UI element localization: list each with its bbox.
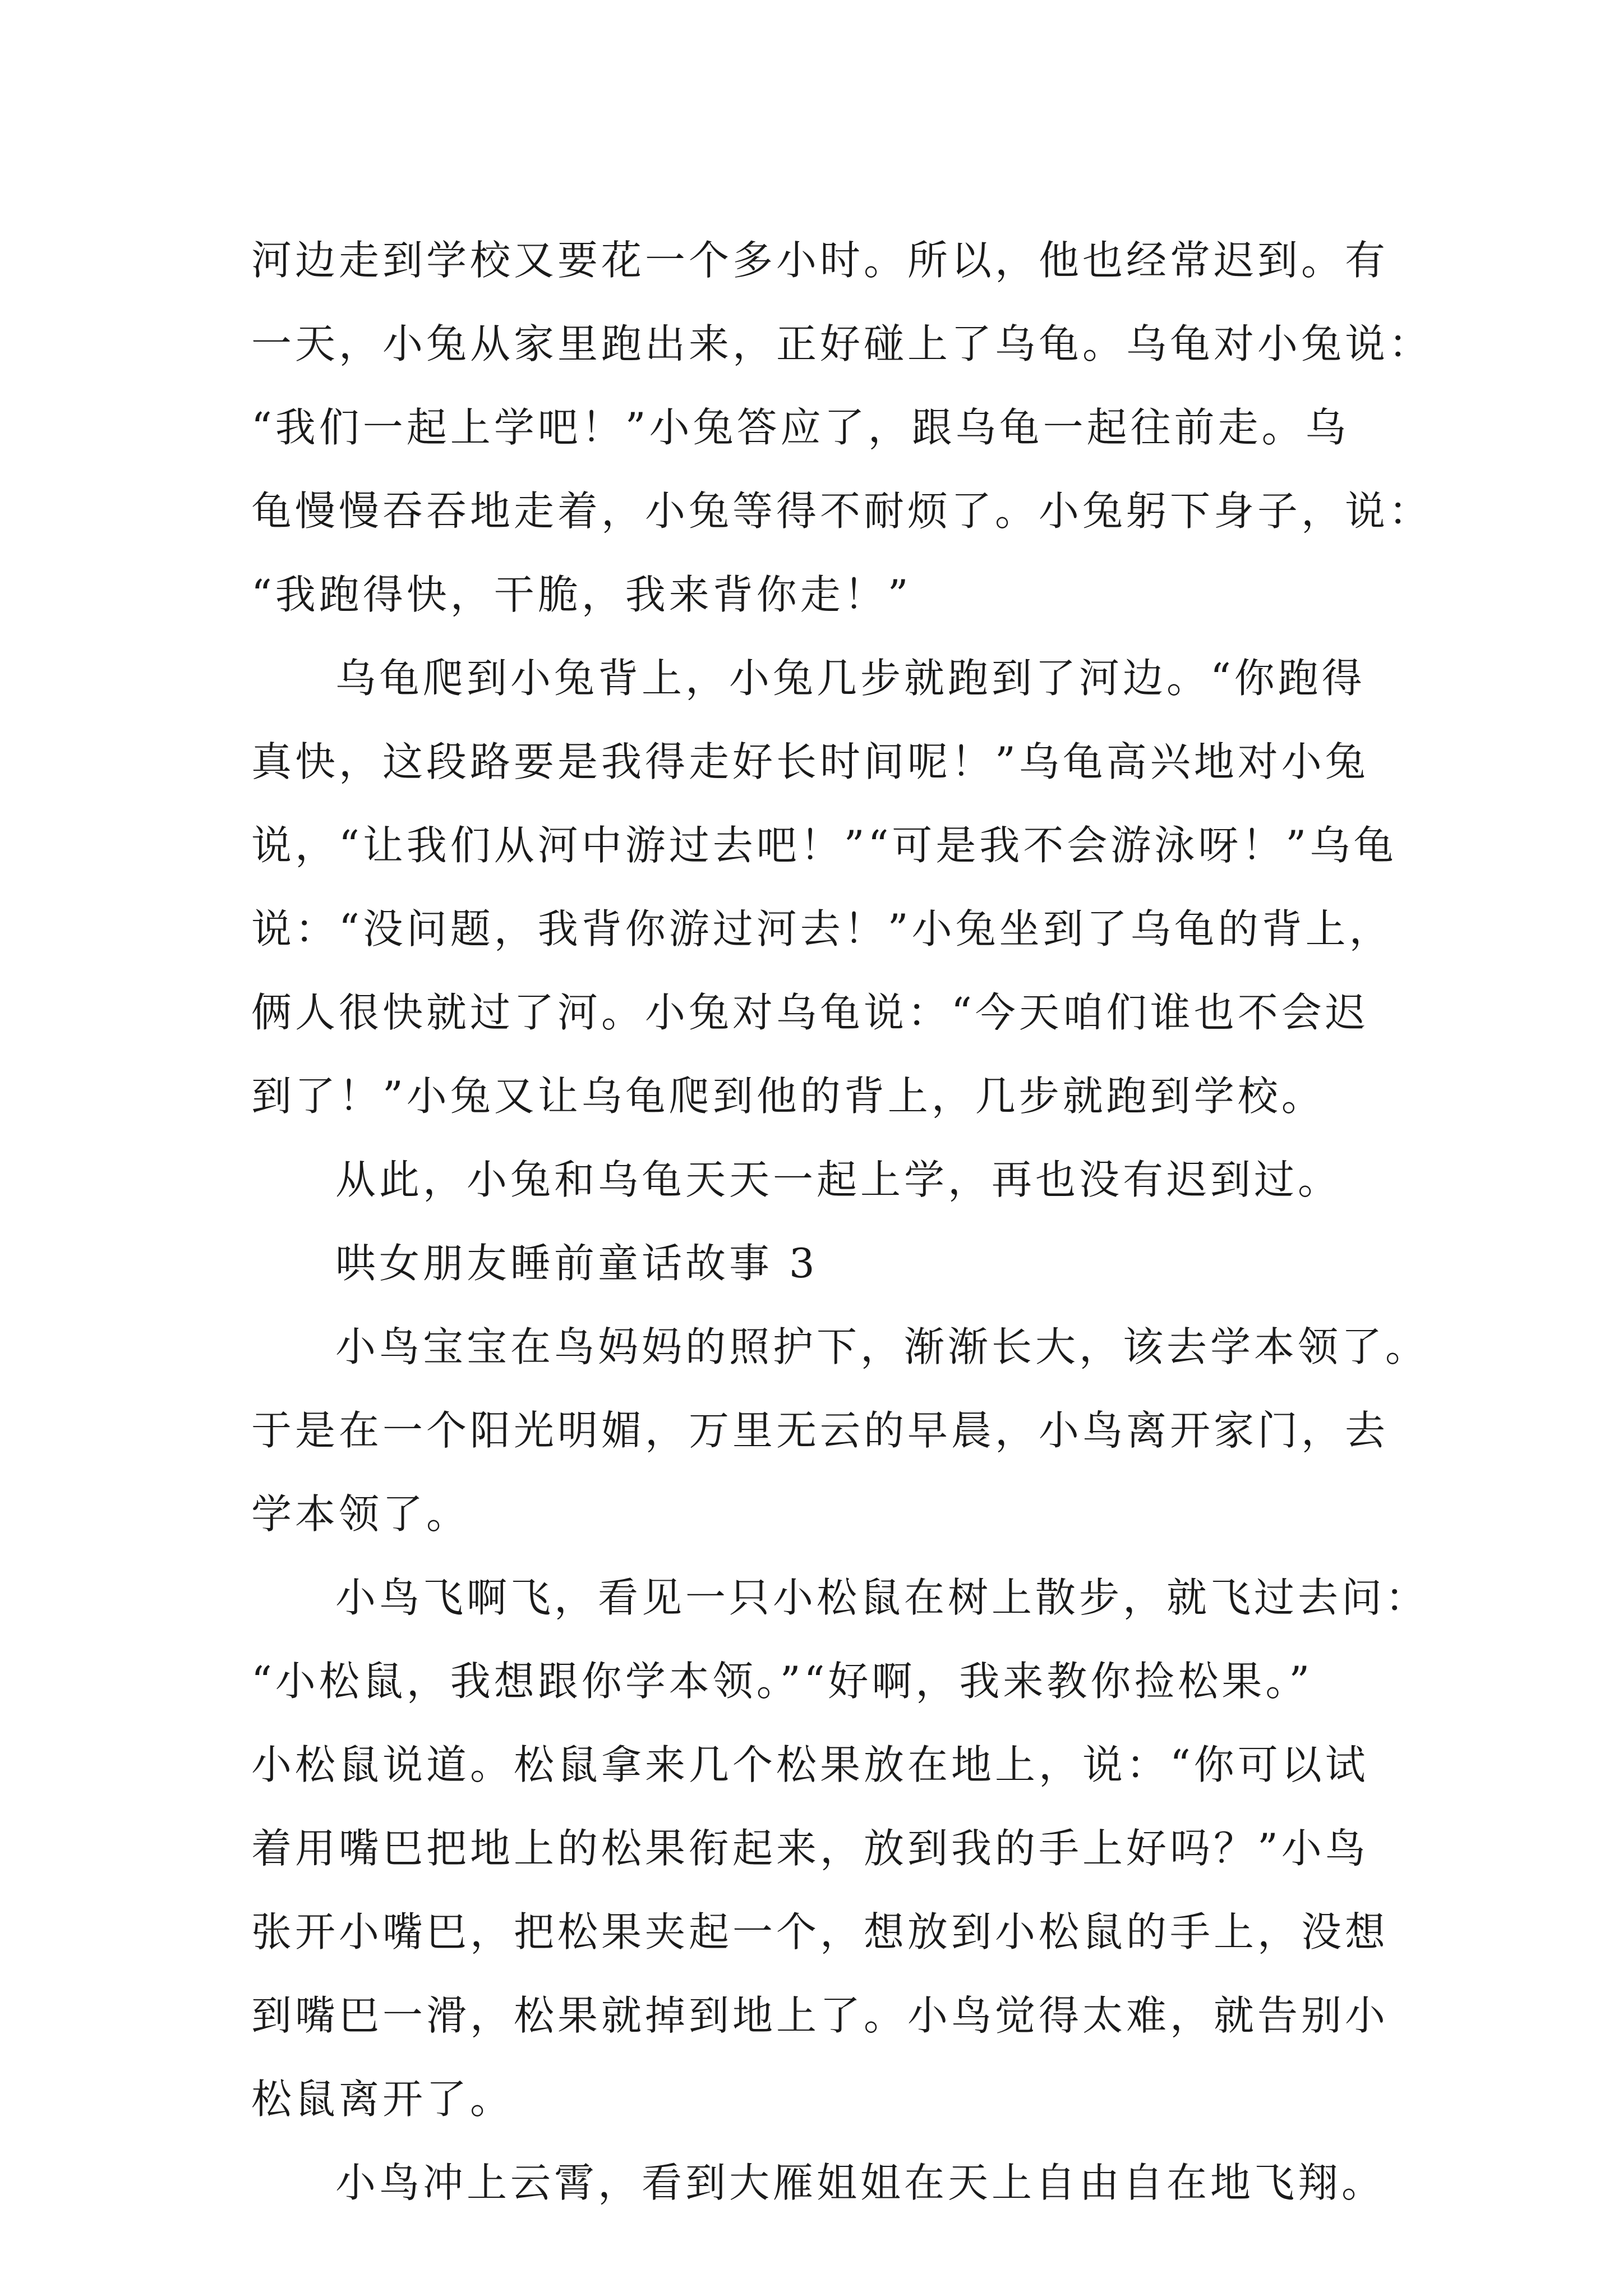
text-line: 张开小嘴巴，把松果夹起一个，想放到小松鼠的手上，没想 <box>251 1908 1389 1955</box>
text-line: 说，“让我们从河中游过去吧！”“可是我不会游泳呀！”乌龟 <box>251 822 1398 869</box>
paragraph-start-line: 小鸟冲上云霄，看到大雁姐姐在天上自由自在地飞翔。 <box>335 2159 1386 2206</box>
text-line: 学本领了。 <box>251 1490 471 1538</box>
text-line: 俩人很快就过了河。小兔对乌龟说：“今天咱们谁也不会迟 <box>251 989 1369 1036</box>
text-line: 龟慢慢吞吞地走着，小兔等得不耐烦了。小兔躬下身子，说： <box>251 487 1433 535</box>
text-line: “我跑得快，干脆，我来背你走！” <box>251 571 912 618</box>
section-heading: 哄女朋友睡前童话故事 3 <box>335 1240 818 1287</box>
text-line: 真快，这段路要是我得走好长时间呢！”乌龟高兴地对小兔 <box>251 738 1369 785</box>
text-line: “我们一起上学吧！”小兔答应了，跟乌龟一起往前走。乌 <box>251 404 1349 451</box>
text-line: 着用嘴巴把地上的松果衔起来，放到我的手上好吗？”小鸟 <box>251 1825 1369 1872</box>
paragraph-start-line: 从此，小兔和乌龟天天一起上学，再也没有迟到过。 <box>335 1156 1342 1203</box>
paragraph-start-line: 小鸟飞啊飞，看见一只小松鼠在树上散步，就飞过去问： <box>335 1574 1430 1621</box>
text-line: 河边走到学校又要花一个多小时。所以，他也经常迟到。有 <box>251 237 1389 284</box>
paragraph-start-line: 乌龟爬到小兔背上，小兔几步就跑到了河边。“你跑得 <box>335 655 1366 702</box>
text-line: 一天，小兔从家里跑出来，正好碰上了乌龟。乌龟对小兔说： <box>251 320 1433 367</box>
text-line: 说：“没问题，我背你游过河去！”小兔坐到了乌龟的背上， <box>251 905 1393 953</box>
text-line: 到了！”小兔又让乌龟爬到他的背上，几步就跑到学校。 <box>251 1073 1325 1120</box>
text-line: 到嘴巴一滑，松果就掉到地上了。小鸟觉得太难，就告别小 <box>251 1992 1389 2039</box>
text-line: “小松鼠，我想跟你学本领。”“好啊，我来教你捡松果。” <box>251 1658 1313 1705</box>
text-line: 松鼠离开了。 <box>251 2076 514 2123</box>
story-text <box>251 219 1433 2225</box>
text-line: 小松鼠说道。松鼠拿来几个松果放在地上，说：“你可以试 <box>251 1741 1369 1788</box>
paragraph-start-line: 小鸟宝宝在鸟妈妈的照护下，渐渐长大，该去学本领了。 <box>335 1323 1430 1370</box>
text-line: 于是在一个阳光明媚，万里无云的早晨，小鸟离开家门，去 <box>251 1407 1389 1454</box>
